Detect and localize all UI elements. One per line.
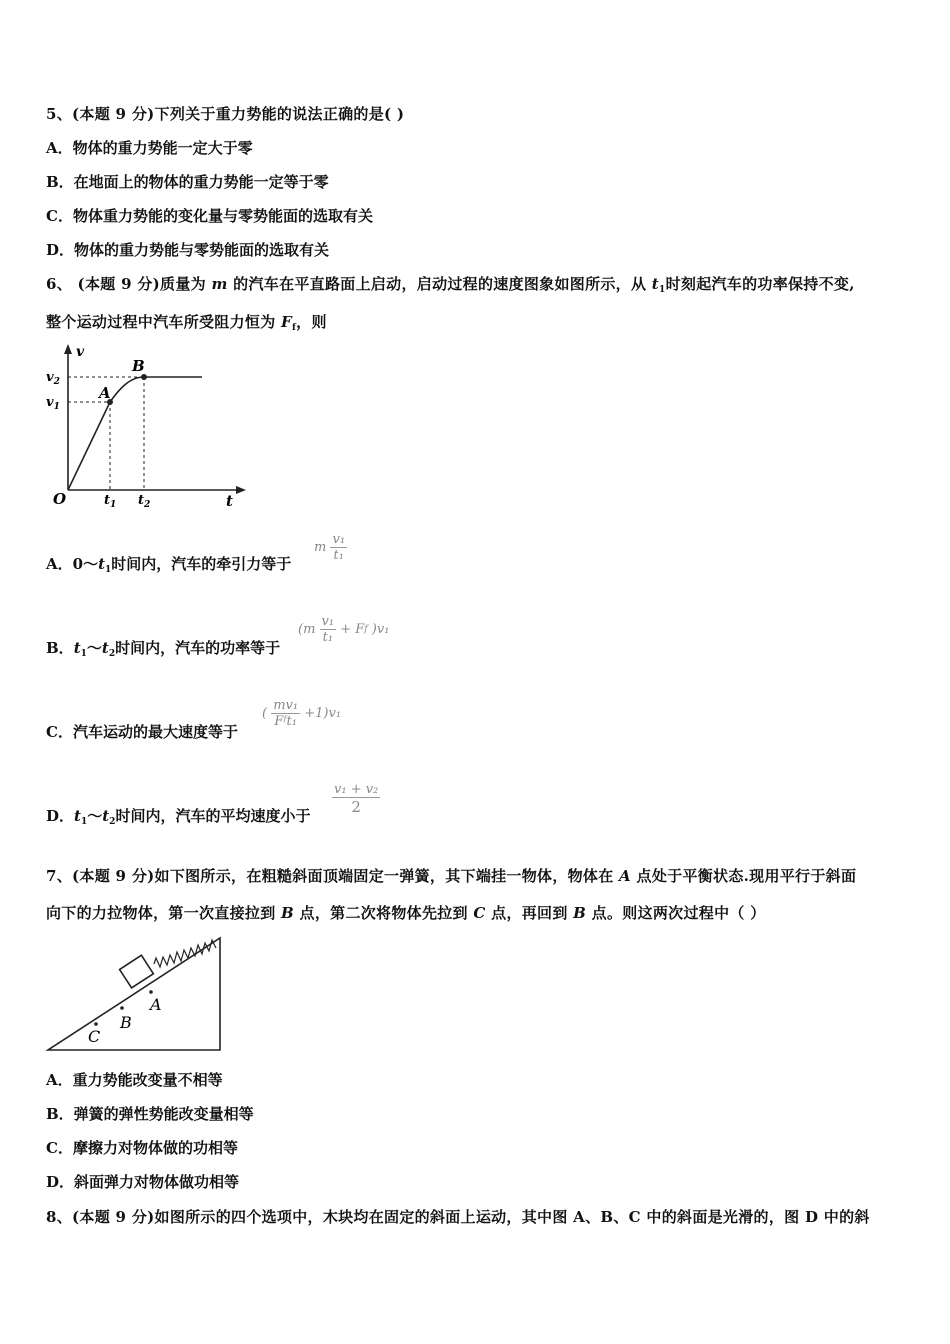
point-c-dot	[94, 1022, 98, 1026]
q6-option-d: D．$t_1\sim t_2$时间内，汽车的平均速度小于	[46, 807, 311, 827]
velocity-time-graph	[44, 340, 254, 515]
q6-option-c: C．汽车运动的最大速度等于	[46, 723, 238, 741]
q6-formula-d: $\frac{\text{v₁ + v₂}}{2}$	[334, 782, 379, 816]
t-axis-label: t	[226, 492, 233, 510]
incline-spring-diagram	[44, 928, 229, 1056]
q5-option-d: D．物体的重力势能与零势能面的选取有关	[46, 241, 330, 259]
v1-label: $v_1$	[46, 395, 60, 412]
point-a-dot	[149, 990, 153, 994]
q7-option-a: A．重力势能改变量不相等	[46, 1071, 223, 1089]
q6-formula-a: m $\frac{\text{v₁}}{\text{t₁}}$	[314, 532, 346, 563]
t-axis-arrow	[236, 486, 246, 494]
spring	[154, 940, 216, 967]
q6-stem-line1: 6、 (本题 9 分)质量为 m 的汽车在平直路面上启动，启动过程的速度图象如图所示，从 $t_1$时刻起汽车的功率保持不变,	[46, 275, 855, 295]
graph-axes	[68, 348, 242, 490]
q6-formula-b: (m $\frac{\text{v₁}}{\text{t₁}}$ + Ff )v₁	[298, 614, 390, 645]
point-b-dot	[120, 1006, 124, 1010]
v-axis-label: v	[76, 344, 85, 360]
label-a: A	[150, 995, 162, 1014]
q5-stem: 5、(本题 9 分)下列关于重力势能的说法正确的是( )	[46, 105, 405, 123]
b-point-label: B	[132, 357, 145, 375]
q5-option-c: C．物体重力势能的变化量与零势能面的选取有关	[46, 207, 373, 225]
t1-label: $t_1$	[104, 493, 117, 510]
q6-stem-line2: 整个运动过程中汽车所受阻力恒为 $F_f$，则	[46, 313, 327, 333]
origin-label: O	[53, 490, 67, 508]
label-b: B	[120, 1013, 132, 1032]
q5-option-b: B．在地面上的物体的重力势能一定等于零	[46, 173, 329, 191]
q7-stem-line1: 7、(本题 9 分)如下图所示，在粗糙斜面顶端固定一弹簧，其下端挂一物体，物体在 A 点处于平衡状态.现用平行于斜面	[46, 867, 857, 885]
t2-label: $t_2$	[138, 493, 151, 510]
q7-stem-line2: 向下的力拉物体，第一次直接拉到 B 点，第二次将物体先拉到 C 点，再回到 B 点。则这两次过程中（ ）	[46, 904, 766, 922]
q5-option-a: A．物体的重力势能一定大于零	[46, 139, 253, 157]
v-axis-arrow	[64, 344, 72, 354]
q7-option-c: C．摩擦力对物体做的功相等	[46, 1139, 238, 1157]
q6-option-a: A．$0\sim t_1$时间内，汽车的牵引力等于	[46, 555, 292, 575]
q8-stem: 8、(本题 9 分)如图所示的四个选项中，木块均在固定的斜面上运动，其中图 A、B、C 中的斜面是光滑的，图 D 中的斜	[46, 1208, 870, 1226]
a-point-label: A	[99, 384, 111, 402]
label-c: C	[88, 1027, 101, 1046]
v2-label: $v_2$	[46, 370, 60, 387]
q6-option-b: B．$t_1\sim t_2$时间内，汽车的功率等于	[46, 639, 281, 659]
q6-formula-c: ( $\frac{\text{mv₁}}{\text{Fᶠt₁}}$ +1)v₁	[262, 698, 342, 729]
velocity-curve	[68, 377, 202, 490]
q7-option-d: D．斜面弹力对物体做功相等	[46, 1173, 240, 1191]
block-group	[120, 955, 154, 988]
q7-option-b: B．弹簧的弹性势能改变量相等	[46, 1105, 254, 1123]
block	[120, 955, 154, 988]
